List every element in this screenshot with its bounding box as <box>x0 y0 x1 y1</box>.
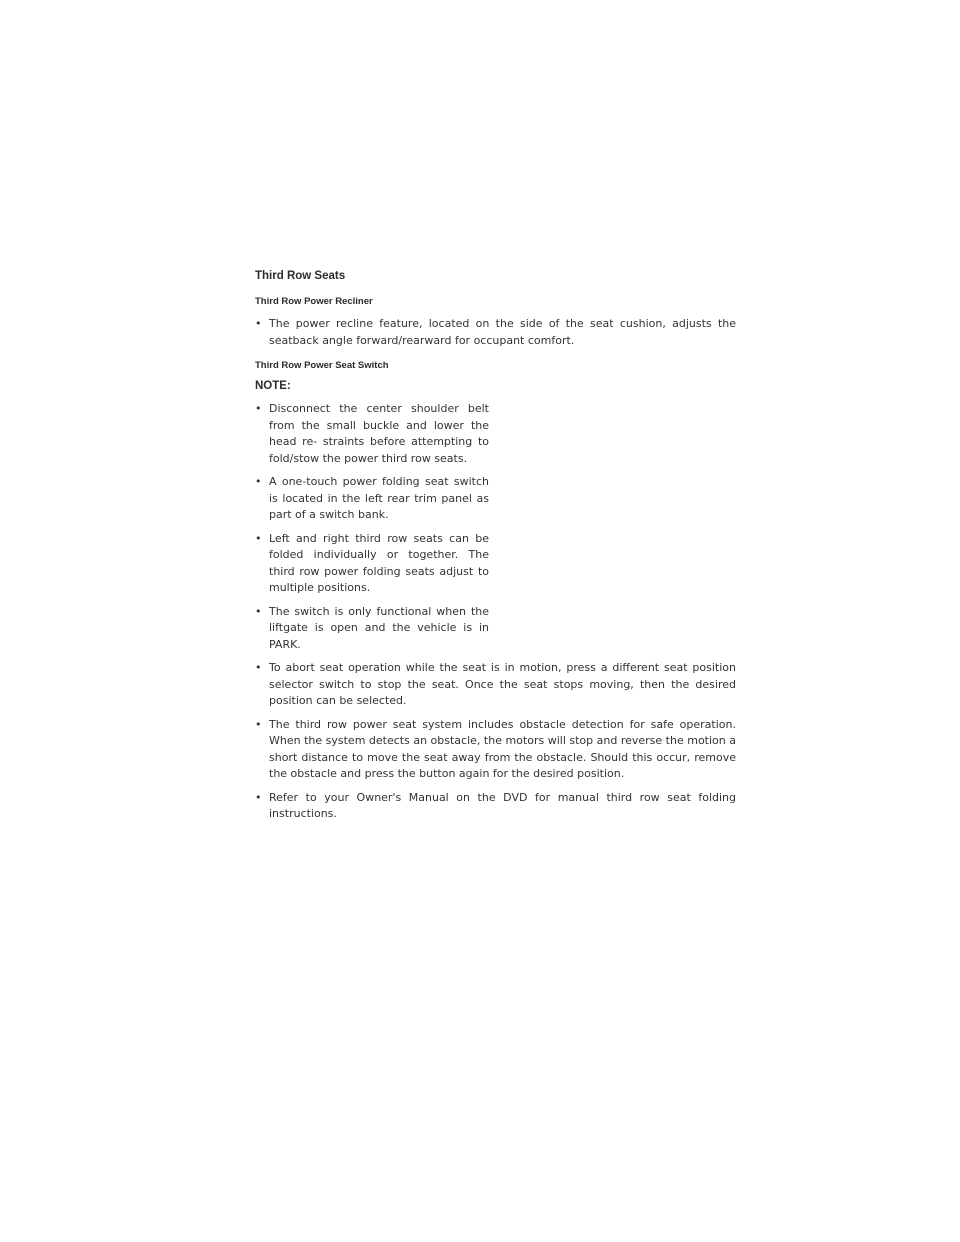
bullet-icon: • <box>255 402 262 415</box>
bullet-icon: • <box>255 790 262 804</box>
list-item-text: The power recline feature, located on the side of the seat cushion, adjusts the seatback angle forward/rearward for occupant comfort. <box>269 317 736 347</box>
recliner-title: Third Row Power Recliner <box>255 296 373 307</box>
note-label: NOTE: <box>255 380 291 392</box>
bullet-icon: • <box>255 717 262 731</box>
list-item <box>255 790 736 823</box>
seat-switch-list <box>255 660 736 823</box>
seat-switch-title: Third Row Power Seat Switch <box>255 360 389 371</box>
bullet-icon: • <box>255 661 262 674</box>
bullet-icon: • <box>255 531 262 545</box>
bullet-icon: • <box>255 475 262 488</box>
list-item-text: The third row power seat system includes obstacle detection for safe operation. When the system detects an obstacle, the motors will stop and reverse the motion a short distance to move the seat away from the obstacle. Should this occur, remove the obstacle and press the button again for the desired position. <box>269 717 736 780</box>
note-list <box>255 401 736 653</box>
page-content <box>255 270 736 830</box>
list-item <box>255 474 489 524</box>
list-item <box>255 604 489 654</box>
list-item <box>255 717 736 783</box>
list-item-text: Disconnect the center shoulder belt from the small buckle and lower the head re- straints before attempting to fold/stow the power third row seats. <box>269 402 489 465</box>
list-item <box>255 531 489 597</box>
list-item-text: The switch is only functional when the liftgate is open and the vehicle is in PARK. <box>269 604 489 651</box>
list-item <box>255 660 736 710</box>
bullet-icon: • <box>255 604 262 618</box>
list-item-text: Refer to your Owner's Manual on the DVD for manual third row seat folding instructions. <box>269 790 736 820</box>
list-item-text: Left and right third row seats can be folded individually or together. The third row power folding seats adjust to multiple positions. <box>269 531 489 594</box>
list-item <box>255 316 736 349</box>
bullet-icon: • <box>255 317 262 330</box>
section-title: Third Row Seats <box>255 270 346 282</box>
recliner-list <box>255 316 736 349</box>
list-item-text: A one-touch power folding seat switch is located in the left rear trim panel as part of a switch bank. <box>269 475 489 521</box>
list-item-text: To abort seat operation while the seat is in motion, press a different seat position selector switch to stop the seat. Once the seat stops moving, then the desired position can be selected. <box>269 661 736 707</box>
list-item <box>255 401 489 467</box>
